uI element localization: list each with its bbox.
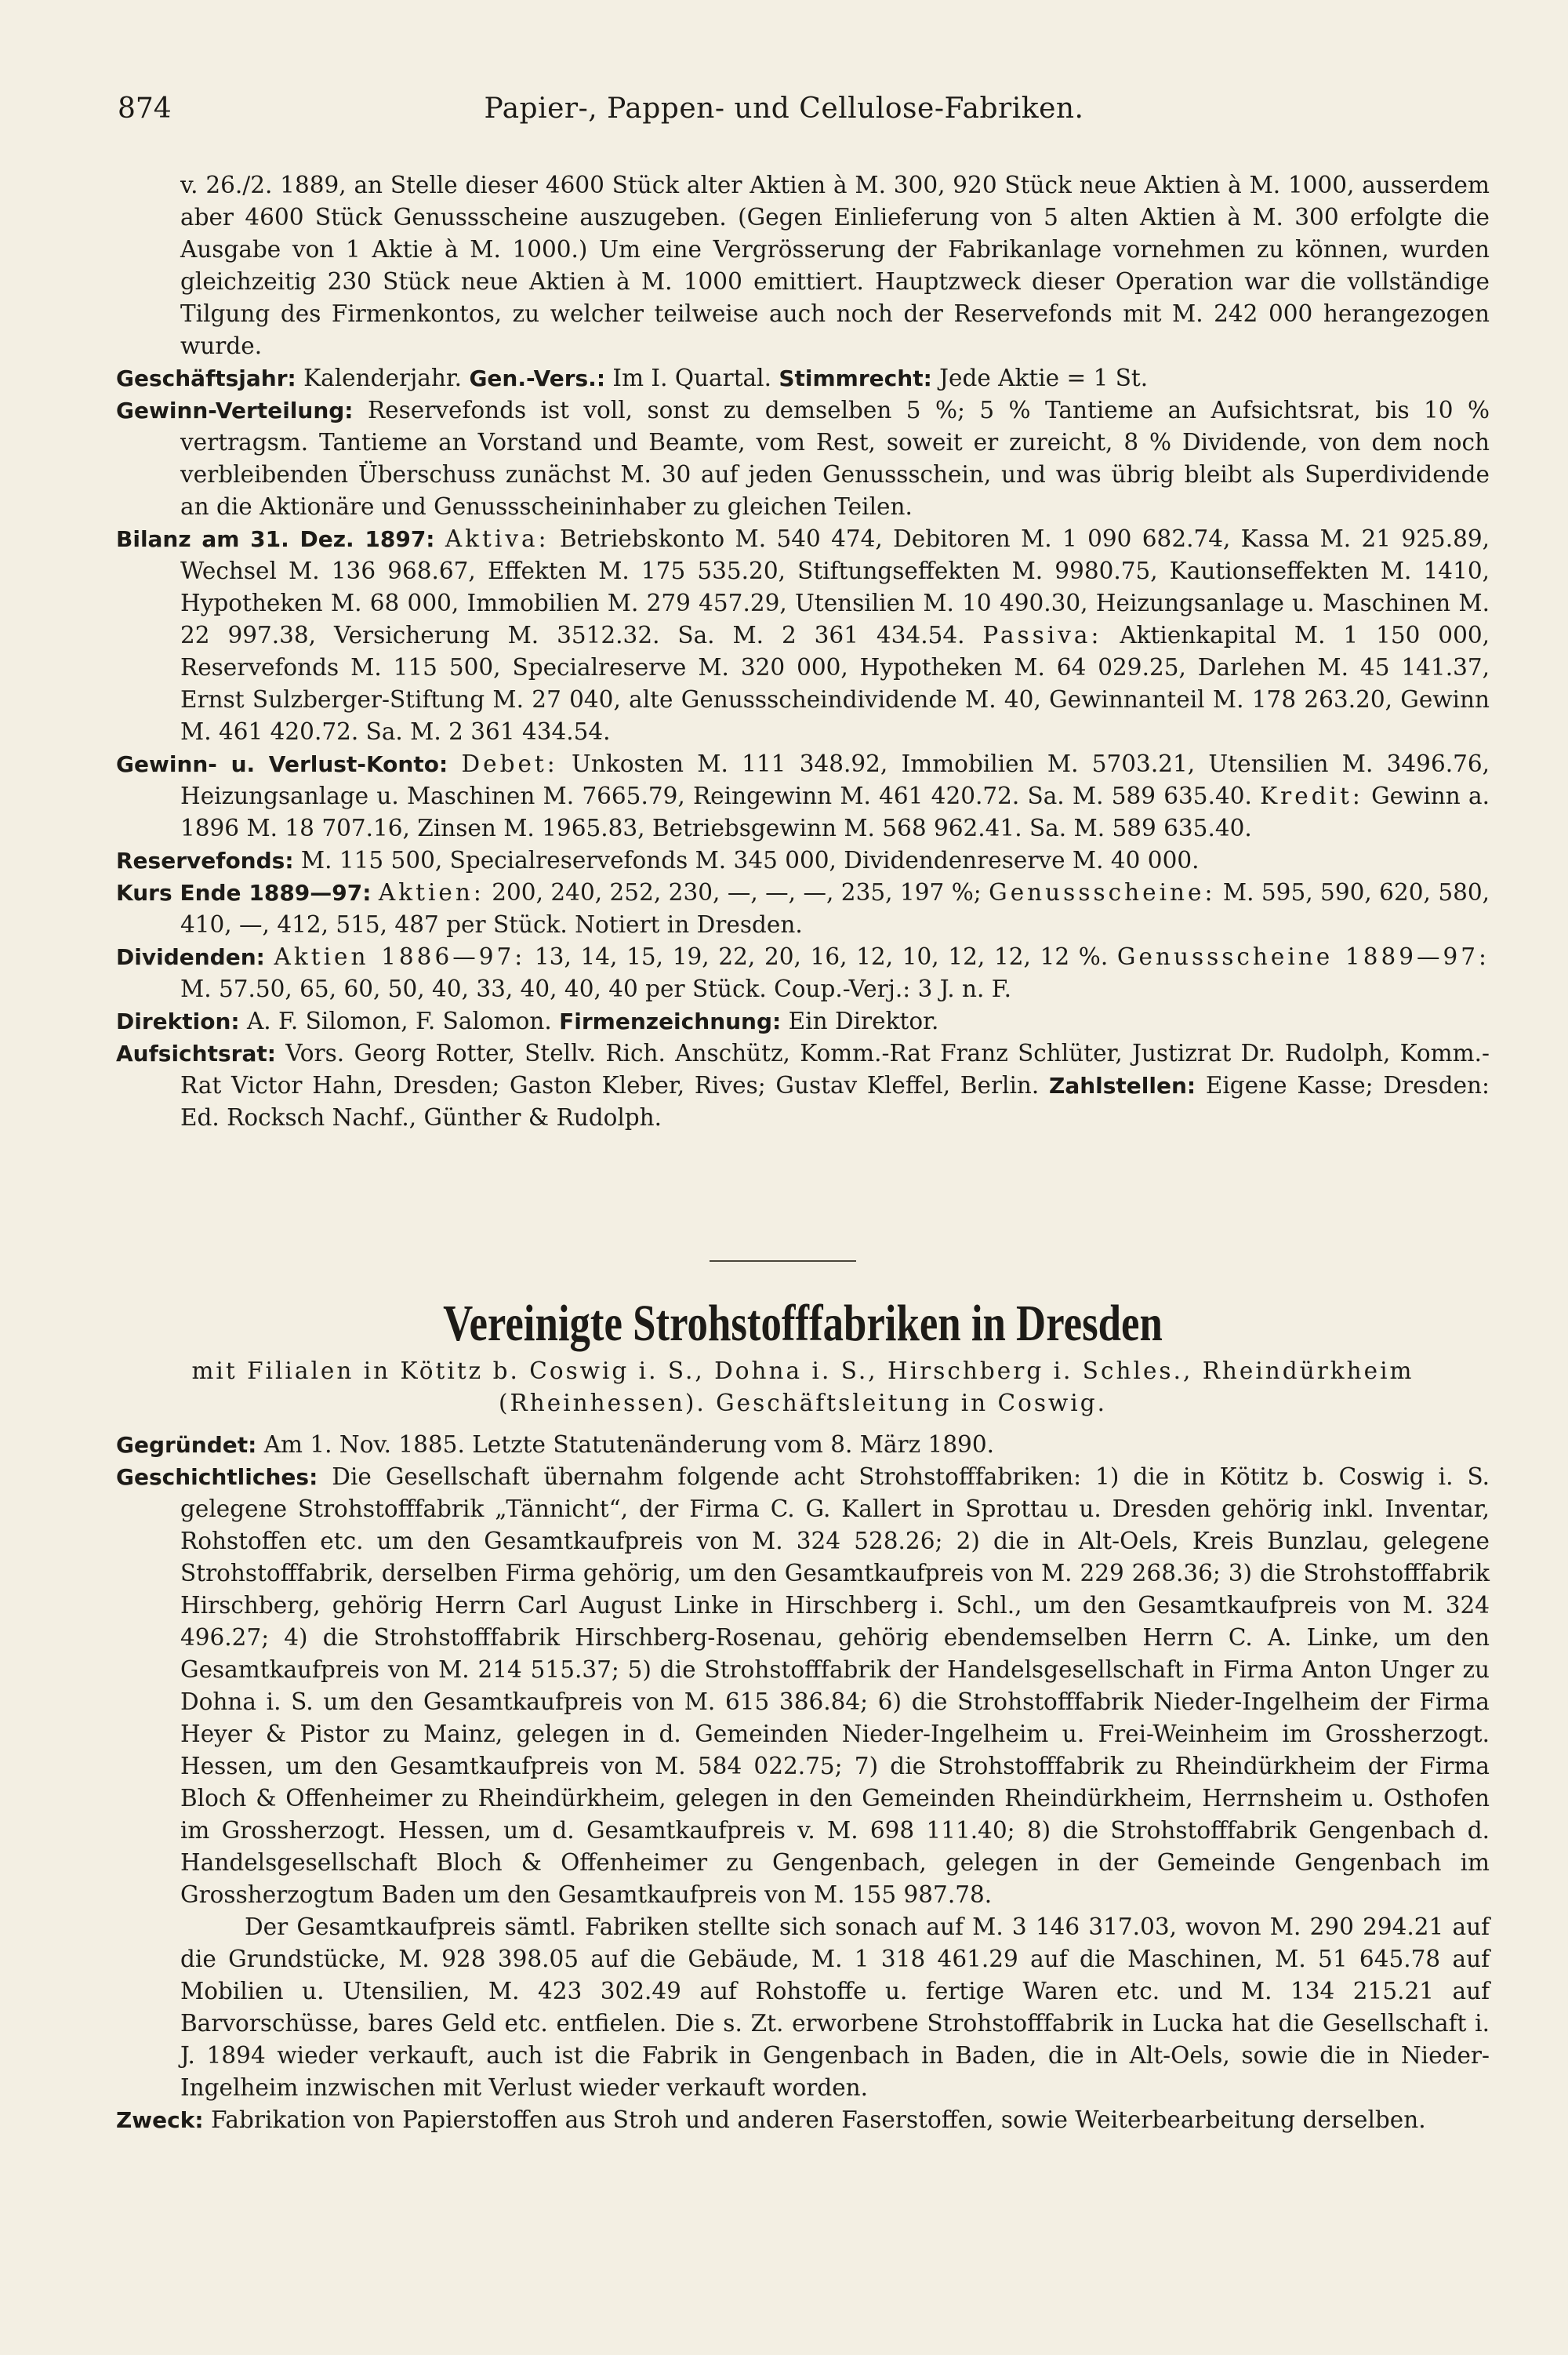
founded-line: Gegründet: Am 1. Nov. 1885. Letzte Statutenänderung vom 8. März 1890. bbox=[116, 1431, 995, 1458]
company-history: Geschichtliches: Die Gesellschaft übernahm folgende acht Strohstofffabriken: 1) die in Kötitz b. Coswig i. S. gelegene Strohstofffabrik „Tännicht“, der Firma C. G. Kallert in Sprottau u. Dresden gehörig inkl. Inventar, Rohstoffen etc. um den Gesamtkaufpreis von M. 324 528.26; 2) die in Alt-Oels, Kreis Bunzlau, gelegene Strohstofffabrik, derselben Firma gehörig, um den Gesamtkaufpreis von M. 229 268.36; 3) die Strohstofffabrik Hirschberg, gehörig Herrn Carl August Linke in Hirschberg i. Schl., um den Gesamtkaufpreis von M. 324 496.27; 4) die Strohstofffabrik Hirschberg-Rosenau, gehörig ebendemselben Herrn C. A. Linke, um den Gesamtkaufpreis von M. 214 515.37; 5) die Strohstofffabrik der Handelsgesellschaft in Firma Anton Unger zu Dohna i. S. um den Gesamtkaufpreis von M. 615 386.84; 6) die Strohstofffabrik Nieder-Ingelheim der Firma Heyer & Pistor zu Mainz, gelegen in d. Gemeinden Nieder-Ingelheim u. Frei-Weinheim im Grossherzogt. Hessen, um den Gesamtkaufpreis von M. 584 022.75; 7) die Strohstofffabrik zu Rheindürkheim der Firma Bloch & Offenheimer zu Rheindürkheim, gelegen in den Gemeinden Rheindürkheim, Herrnsheim u. Osthofen im Grossherzogt. Hessen, um d. Gesamtkaufpreis v. M. 698 111.40; 8) die Strohstofffabrik Gengenbach d. Handelsgesellschaft Bloch & Offenheimer zu Gengenbach, gelegen in der Gemeinde Gengenbach im Grossherzogtum Baden um den Gesamtkaufpreis von M. 155 987.78. bbox=[116, 1463, 1490, 1908]
running-title: Papier-, Pappen- und Cellulose-Fabriken. bbox=[484, 93, 1084, 125]
business-year-line: Geschäftsjahr: Kalenderjahr. Gen.-Vers.: Im I. Quartal. Stimmrecht: Jede Aktie = 1 St. bbox=[116, 365, 1149, 391]
supervisory-board: Aufsichtsrat: Vors. Georg Rotter, Stellv. Rich. Anschütz, Komm.-Rat Franz Schlüter, Justizrat Dr. Rudolph, Komm.-Rat Victor Hahn, Dresden; Gaston Kleber, Rives; Gustav Kleffel, Berlin. Zahlstellen: Eigene Kasse; Dresden: Ed. Rocksch Nachf., Günther & Rudolph. bbox=[116, 1040, 1490, 1131]
purchase-price-paragraph: Der Gesamtkaufpreis sämtl. Fabriken stellte sich sonach auf M. 3 146 317.03, wovon M. 290 294.21 auf die Grundstücke, M. 928 398.05 auf die Gebäude, M. 1 318 461.29 auf die Maschinen, M. 51 645.78 auf Mobilien u. Utensilien, M. 423 302.49 auf Rohstoffe u. fertige Waren etc. und M. 134 215.21 auf Barvorschüsse, bares Geld etc. entfielen. Die s. Zt. erworbene Strohstofffabrik in Lucka hat die Gesellschaft i. J. 1894 wieder verkauft, auch ist die Fabrik in Gengenbach in Baden, die in Alt-Oels, sowie die in Nieder-Ingelheim inzwischen mit Verlust wieder verkauft worden. bbox=[180, 1913, 1490, 2101]
reserve-funds: Reservefonds: M. 115 500, Specialreservefonds M. 345 000, Dividendenreserve M. 40 000. bbox=[116, 847, 1200, 874]
dividends: Dividenden: Aktien 1886—97: 13, 14, 15, 19, 22, 20, 16, 12, 10, 12, 12, 12 %. Genussscheine 1889—97: M. 57.50, 65, 60, 50, 40, 33, 40, 40, 40 per Stück. Coup.-Verj.: 3 J. n. F. bbox=[116, 943, 1490, 1002]
profit-distribution: Gewinn-Verteilung: Reservefonds ist voll, sonst zu demselben 5 %; 5 % Tantieme an Aufsichtsrat, bis 10 % vertragsm. Tantieme an Vorstand und Beamte, vom Rest, soweit er zureicht, 8 % Dividende, von dem noch verbleibenden Überschuss zunächst M. 30 auf jeden Genussschein, und was übrig bleibt als Superdividende an die Aktionäre und Genussscheininhaber zu gleichen Teilen. bbox=[116, 397, 1490, 520]
balance-sheet: Bilanz am 31. Dez. 1897: Aktiva: Betriebskonto M. 540 474, Debitoren M. 1 090 682.74, Kassa M. 21 925.89, Wechsel M. 136 968.67, Effekten M. 175 535.20, Stiftungseffekten M. 9980.75, Kautionseffekten M. 1410, Hypotheken M. 68 000, Immobilien M. 279 457.29, Utensilien M. 10 490.30, Heizungsanlage u. Maschinen M. 22 997.38, Versicherung M. 3512.32. Sa. M. 2 361 434.54. Passiva: Aktienkapital M. 1 150 000, Reservefonds M. 115 500, Specialreserve M. 320 000, Hypotheken M. 64 029.25, Darlehen M. 45 141.37, Ernst Sulzberger-Stiftung M. 27 040, alte Genussscheindividende M. 40, Gewinnanteil M. 178 263.20, Gewinn M. 461 420.72. Sa. M. 2 361 434.54. bbox=[116, 525, 1490, 745]
management-line: Direktion: A. F. Silomon, F. Salomon. Firmenzeichnung: Ein Direktor. bbox=[116, 1008, 939, 1034]
company-subtitle: mit Filialen in Kötitz b. Coswig i. S., Dohna i. S., Hirschberg i. Schles., Rheindürkheim (Rheinhessen). Geschäftsleitung in Coswig. bbox=[191, 1357, 1414, 1416]
running-header bbox=[118, 93, 1450, 132]
entry-papierfabrik-continued bbox=[116, 169, 1490, 1134]
page-number: 874 bbox=[118, 93, 172, 125]
share-prices: Kurs Ende 1889—97: Aktien: 200, 240, 252, 230, —, —, —, 235, 197 %; Genussscheine: M. 595, 590, 620, 580, 410, —, 412, 515, 487 per Stück. Notiert in Dresden. bbox=[116, 879, 1490, 938]
profit-loss-account: Gewinn- u. Verlust-Konto: Debet: Unkosten M. 111 348.92, Immobilien M. 5703.21, Utensilien M. 3496.76, Heizungsanlage u. Maschinen M. 7665.79, Reingewinn M. 461 420.72. Sa. M. 589 635.40. Kredit: Gewinn a. 1896 M. 18 707.16, Zinsen M. 1965.83, Betriebsgewinn M. 568 962.41. Sa. M. 589 635.40. bbox=[116, 750, 1490, 841]
history-continuation: v. 26./2. 1889, an Stelle dieser 4600 Stück alter Aktien à M. 300, 920 Stück neue Aktien à M. 1000, ausserdem aber 4600 Stück Genussscheine auszugeben. (Gegen Einlieferung von 5 alten Aktien à M. 300 erfolgte die Ausgabe von 1 Aktie à M. 1000.) Um eine Vergrösserung der Fabrikanlage vornehmen zu können, wurden gleichzeitig 230 Stück neue Aktien à M. 1000 emittiert. Hauptzweck dieser Operation war die vollständige Tilgung des Firmenkontos, zu welcher teilweise auch noch der Reservefonds mit M. 242 000 herangezogen wurde. bbox=[180, 172, 1490, 359]
purpose-line: Zweck: Fabrikation von Papierstoffen aus Stroh und anderen Faserstoffen, sowie Weiterbearbeitung derselben. bbox=[116, 2106, 1426, 2133]
company-heading: Vereinigte Strohstofffabriken in Dresden bbox=[443, 1295, 1163, 1352]
entry-vereinigte-strohstofffabriken bbox=[116, 1429, 1490, 2136]
section-divider bbox=[710, 1260, 856, 1262]
